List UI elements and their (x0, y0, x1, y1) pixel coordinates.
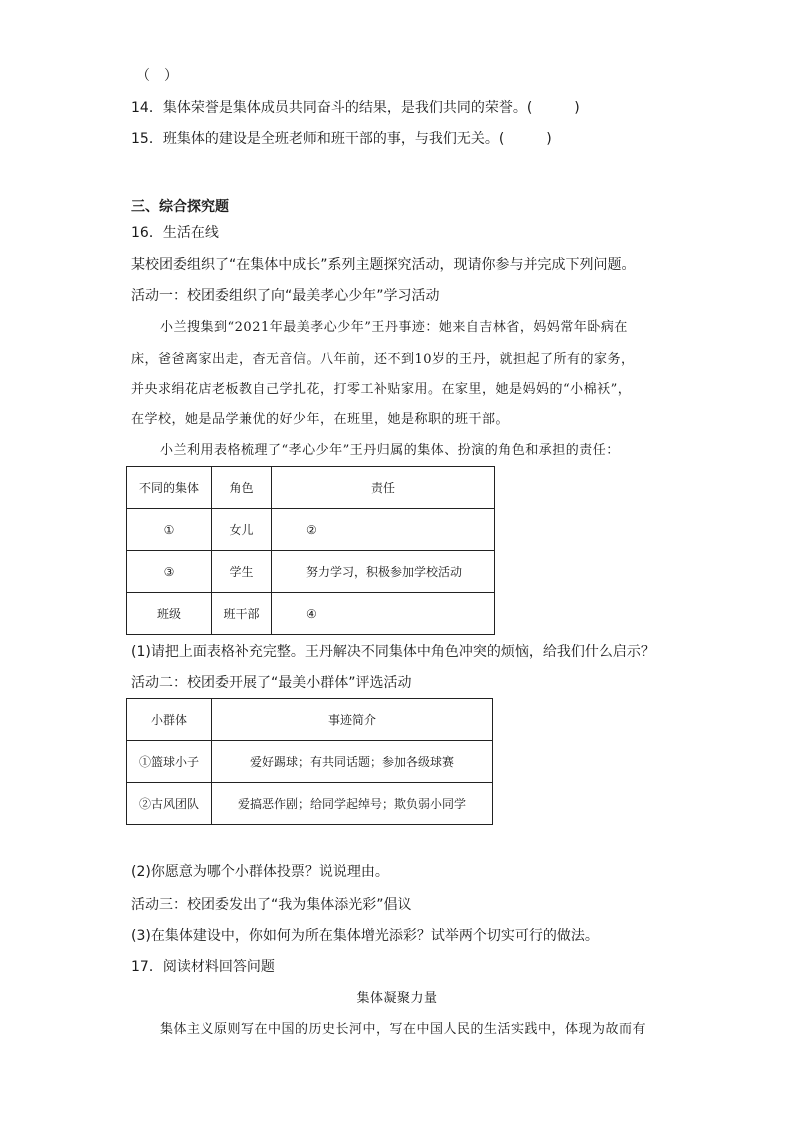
material-paragraph: 集体主义原则写在中国的历史长河中，写在中国人民的生活实践中，体现为故而有 (160, 1022, 647, 1037)
table-cell: 爱好踢球；有共同话题；参加各级球赛 (212, 741, 493, 783)
table-cell: ①篮球小子 (127, 741, 212, 783)
table-cell: ④ (272, 593, 495, 635)
question-16: 16．生活在线 (131, 225, 219, 241)
story-line: 在学校，她是品学兼优的好少年，在班里，她是称职的班干部。 (131, 412, 510, 427)
answer-paren: （ ） (136, 68, 178, 84)
sub-question-3: (3)在集体建设中，你如何为所在集体增光添彩？试举两个切实可行的做法。 (131, 928, 599, 944)
table-row (127, 551, 495, 593)
sub-question-2: (2)你愿意为哪个小群体投票？说说理由。 (131, 864, 389, 880)
table-row (127, 593, 495, 635)
table-row (127, 509, 495, 551)
activity-3: 活动三：校团委发出了“我为集体添光彩”倡议 (131, 897, 412, 913)
table-header: 小群体 (127, 699, 212, 741)
intro-text: 某校团委组织了“在集体中成长”系列主题探究活动，现请你参与并完成下列问题。 (131, 257, 636, 273)
table-row (127, 467, 495, 509)
story-line: 床，爸爸离家出走，杳无音信。八年前，还不到10岁的王丹，就担起了所有的家务， (131, 352, 635, 367)
table-cell: 班干部 (212, 593, 272, 635)
question-17: 17．阅读材料回答问题 (131, 959, 275, 975)
table-header: 不同的集体 (127, 467, 212, 509)
table-cell: 学生 (212, 551, 272, 593)
table-cell: ① (127, 509, 212, 551)
table-cell: 女儿 (212, 509, 272, 551)
section-heading: 三、综合探究题 (131, 199, 229, 215)
question-15: 15．班集体的建设是全班老师和班干部的事，与我们无关。( ) (131, 131, 552, 147)
table-cell: ② (272, 509, 495, 551)
table-header: 事迹简介 (212, 699, 493, 741)
story-line: 小兰利用表格梳理了“孝心少年”王丹归属的集体、扮演的角色和承担的责任： (160, 443, 620, 458)
table-row (127, 741, 493, 783)
group-table (126, 698, 493, 825)
table-cell: 爱搞恶作剧；给同学起绰号；欺负弱小同学 (212, 783, 493, 825)
activity-2: 活动二：校团委开展了“最美小群体”评选活动 (131, 675, 412, 691)
sub-question-1: (1)请把上面表格补充完整。王丹解决不同集体中角色冲突的烦恼，给我们什么启示？ (131, 644, 655, 660)
table-row (127, 783, 493, 825)
table-cell: ③ (127, 551, 212, 593)
activity-1: 活动一：校团委组织了向“最美孝心少年”学习活动 (131, 288, 440, 304)
material-heading: 集体凝聚力量 (356, 991, 438, 1006)
table-header: 角色 (212, 467, 272, 509)
table-header: 责任 (272, 467, 495, 509)
table-cell: ②古风团队 (127, 783, 212, 825)
question-14: 14．集体荣誉是集体成员共同奋斗的结果，是我们共同的荣誉。( ) (131, 100, 580, 116)
role-table (126, 466, 495, 635)
table-cell: 努力学习，积极参加学校活动 (272, 551, 495, 593)
story-line: 并央求绢花店老板教自己学扎花，打零工补贴家用。在家里，她是妈妈的“小棉袄”， (131, 382, 632, 397)
table-cell: 班级 (127, 593, 212, 635)
story-line: 小兰搜集到“2021年最美孝心少年”王丹事迹：她来自吉林省，妈妈常年卧病在 (160, 320, 628, 335)
table-row (127, 699, 493, 741)
